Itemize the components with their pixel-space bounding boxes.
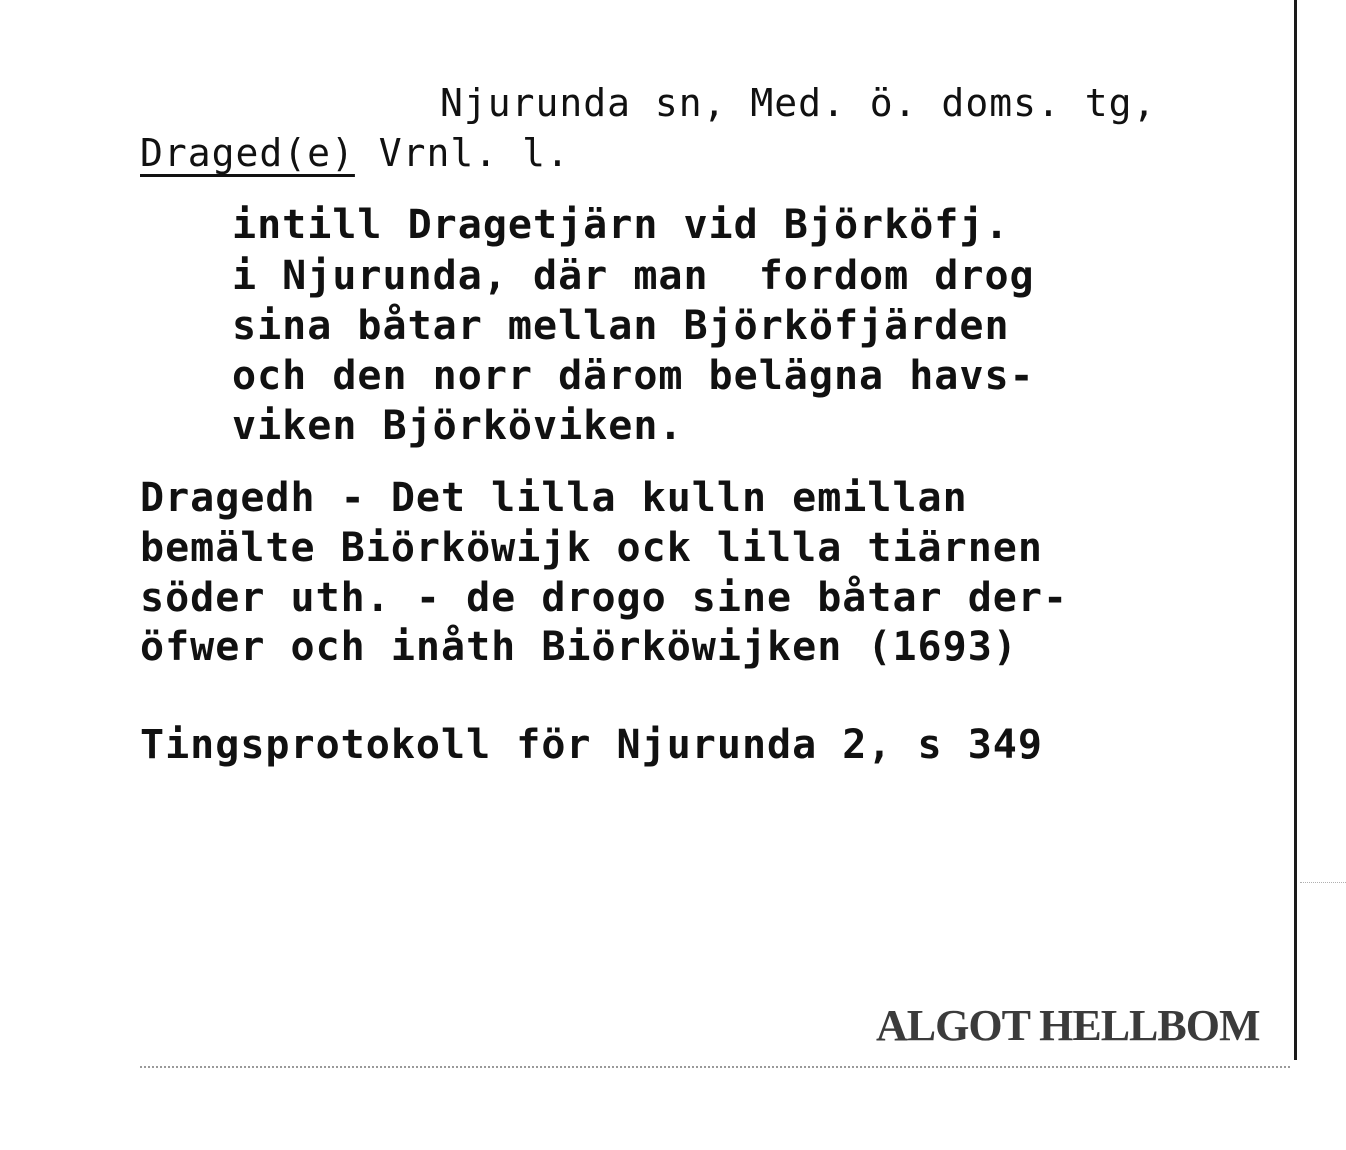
definition-line: sina båtar mellan Björköfjärden	[232, 303, 1010, 349]
card-bottom-rule	[140, 1066, 1290, 1068]
quote-line: söder uth. - de drogo sine båtar der-	[140, 575, 1069, 621]
header-parish-line: Njurunda sn, Med. ö. doms. tg,	[440, 81, 1157, 125]
definition-line: viken Björköviken.	[232, 403, 684, 449]
definition-line: och den norr därom belägna havs-	[232, 353, 1035, 399]
headword: Draged(e)	[140, 131, 355, 175]
card-edge-border	[1294, 0, 1297, 1060]
quote-line: öfwer och inåth Biörköwijken (1693)	[140, 624, 1018, 670]
header-county: Vrnl. l.	[378, 131, 570, 175]
quote-line: Dragedh - Det lilla kulln emillan	[140, 475, 968, 521]
collector-stamp: ALGOT HELLBOM	[876, 1001, 1260, 1050]
quote-line: bemälte Biörköwijk ock lilla tiärnen	[140, 525, 1043, 571]
headword-line	[140, 131, 570, 175]
definition-line: intill Dragetjärn vid Björköfj.	[232, 202, 1010, 248]
scan-artifact-line	[1300, 882, 1346, 883]
definition-line: i Njurunda, där man fordom drog	[232, 253, 1035, 299]
source-reference: Tingsprotokoll för Njurunda 2, s 349	[140, 722, 1043, 768]
